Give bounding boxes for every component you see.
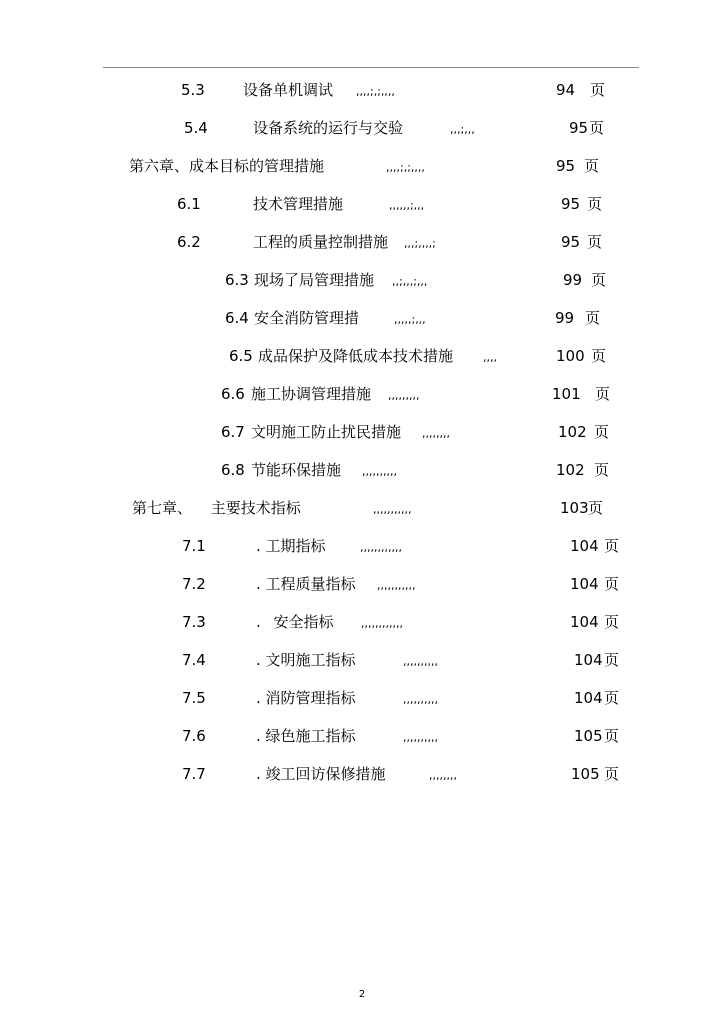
toc-number: 7.5: [182, 689, 206, 707]
toc-title: 成品保护及降低成本技术措施: [258, 347, 454, 365]
toc-leader: ,,,,,,,,: [422, 427, 450, 440]
toc-page-unit: 页: [590, 81, 606, 99]
toc-row-5-3[interactable]: [0, 78, 724, 102]
toc-page-unit: 页: [595, 385, 611, 403]
toc-page: 100: [556, 347, 585, 365]
toc-page-unit: 页: [591, 271, 607, 289]
toc-row-7-3[interactable]: [0, 610, 724, 634]
toc-leader: ,,,;,,,: [450, 123, 475, 136]
toc-number: 5.3: [181, 81, 205, 99]
toc-title: . 文明施工指标: [256, 651, 356, 669]
toc-number: 6.8: [221, 461, 245, 479]
toc-leader: ,,,,,,,,,,: [362, 465, 397, 478]
toc-leader: ,,,,,,,,,,,,: [360, 541, 402, 554]
toc-page: 95: [556, 157, 576, 175]
toc-page-unit: 页: [604, 727, 620, 745]
toc-page: 101: [552, 385, 581, 403]
toc-page: 102: [556, 461, 585, 479]
toc-title: 现场了局管理措施: [254, 271, 375, 289]
toc-page: 104: [570, 575, 599, 593]
toc-number: 6.3: [225, 271, 249, 289]
toc-row-7-7[interactable]: [0, 762, 724, 786]
toc-page-unit: 页: [587, 233, 603, 251]
toc-number: 7.2: [182, 575, 206, 593]
toc-title: 设备系统的运行与交验: [253, 119, 404, 137]
toc-page: 99: [563, 271, 583, 289]
toc-page-unit: 页: [604, 651, 620, 669]
toc-leader: ,,,,,;,,,: [394, 313, 426, 326]
toc-title: . 绿色施工指标: [256, 727, 356, 745]
toc-row-6-5[interactable]: [0, 344, 724, 368]
toc-row-6-6[interactable]: [0, 382, 724, 406]
toc-title: . 工期指标: [256, 537, 326, 555]
toc-row-5-4[interactable]: [0, 116, 724, 140]
toc-page-unit: 页: [585, 309, 601, 327]
toc-page-unit: 页: [594, 461, 610, 479]
toc-title: 施工协调管理措施: [251, 385, 372, 403]
toc-leader: ,,,;,,,,;: [404, 237, 436, 250]
toc-page-unit: 页: [604, 537, 620, 555]
toc-row-7-1[interactable]: [0, 534, 724, 558]
toc-title: 安全消防管理措: [254, 309, 360, 327]
toc-page-unit: 页: [591, 347, 607, 365]
toc-title: 设备单机调试: [243, 81, 334, 99]
toc-page-unit: 页: [588, 499, 604, 517]
toc-page: 105: [571, 765, 600, 783]
toc-number: 6.5: [229, 347, 253, 365]
toc-page: 105: [574, 727, 603, 745]
toc-title: . 工程质量指标: [256, 575, 356, 593]
toc-leader: ,,,,;,;,,,,: [386, 161, 425, 174]
toc-leader: ,,,,,,,,,,: [403, 693, 438, 706]
toc-leader: ,,,,;,;,,,,: [356, 85, 395, 98]
toc-page: 103: [560, 499, 589, 517]
toc-row-7-2[interactable]: [0, 572, 724, 596]
toc-leader: ,,,,,,,,,,,,: [361, 617, 403, 630]
toc-row-6-1[interactable]: [0, 192, 724, 216]
toc-page-unit: 页: [589, 119, 605, 137]
toc-number: 7.4: [182, 651, 206, 669]
toc-row-chapter-6[interactable]: [0, 154, 724, 178]
toc-leader: ,,,,,,,,,: [388, 389, 420, 402]
toc-leader: ,,;,,,;,,,: [392, 275, 428, 288]
toc-row-7-6[interactable]: [0, 724, 724, 748]
toc-title: 工程的质量控制措施: [253, 233, 389, 251]
toc-number: 7.3: [182, 613, 206, 631]
toc-page-unit: 页: [604, 765, 620, 783]
toc-title: 节能环保措施: [251, 461, 342, 479]
toc-page-unit: 页: [584, 157, 600, 175]
toc-row-6-4[interactable]: [0, 306, 724, 330]
toc-leader: ,,,,,,,,: [429, 769, 457, 782]
toc-chapter-title: 第七章、 主要技术指标: [132, 499, 301, 517]
toc-number: 6.6: [221, 385, 245, 403]
toc-leader: ,,,,,,;,,,: [389, 199, 425, 212]
toc-page: 95: [561, 195, 581, 213]
toc-number: 7.1: [182, 537, 206, 555]
toc-row-6-2[interactable]: [0, 230, 724, 254]
page-number: 2: [358, 989, 366, 1000]
toc-page-unit: 页: [594, 423, 610, 441]
toc-page: 95: [561, 233, 581, 251]
toc-number: 6.4: [225, 309, 249, 327]
toc-title: . 消防管理指标: [256, 689, 356, 707]
toc-page: 104: [574, 651, 603, 669]
toc-number: 6.7: [221, 423, 245, 441]
toc-page: 104: [570, 613, 599, 631]
toc-number: 7.6: [182, 727, 206, 745]
toc-page-unit: 页: [604, 575, 620, 593]
toc-page-unit: 页: [587, 195, 603, 213]
toc-page: 102: [558, 423, 587, 441]
toc-page-unit: 页: [604, 689, 620, 707]
toc-leader: ,,,,,,,,,,: [403, 655, 438, 668]
toc-number: 6.2: [177, 233, 201, 251]
toc-page: 95: [569, 119, 589, 137]
toc-leader: ,,,,,,,,,,,: [377, 579, 416, 592]
toc-title: . 竣工回访保修措施: [256, 765, 386, 783]
toc-number: 5.4: [184, 119, 208, 137]
toc-page: 104: [574, 689, 603, 707]
toc-leader: ,,,,: [483, 351, 497, 364]
toc-row-6-3[interactable]: [0, 268, 724, 292]
toc-leader: ,,,,,,,,,,: [403, 731, 438, 744]
toc-title: 文明施工防止扰民措施: [251, 423, 402, 441]
toc-number: 7.7: [182, 765, 206, 783]
toc-page-unit: 页: [604, 613, 620, 631]
toc-leader: ,,,,,,,,,,,: [373, 503, 412, 516]
toc-row-7-4[interactable]: [0, 648, 724, 672]
toc-row-6-8[interactable]: [0, 458, 724, 482]
toc-page: 104: [570, 537, 599, 555]
toc-number: 6.1: [177, 195, 201, 213]
toc-title: . 安全指标: [256, 613, 334, 631]
toc-page: 99: [555, 309, 575, 327]
toc-page: 94: [556, 81, 576, 99]
toc-row-chapter-7[interactable]: [0, 496, 724, 520]
toc-row-6-7[interactable]: [0, 420, 724, 444]
toc-row-7-5[interactable]: [0, 686, 724, 710]
toc-chapter-title: 第六章、成本目标的管理措施: [129, 157, 325, 175]
toc-title: 技术管理措施: [253, 195, 344, 213]
